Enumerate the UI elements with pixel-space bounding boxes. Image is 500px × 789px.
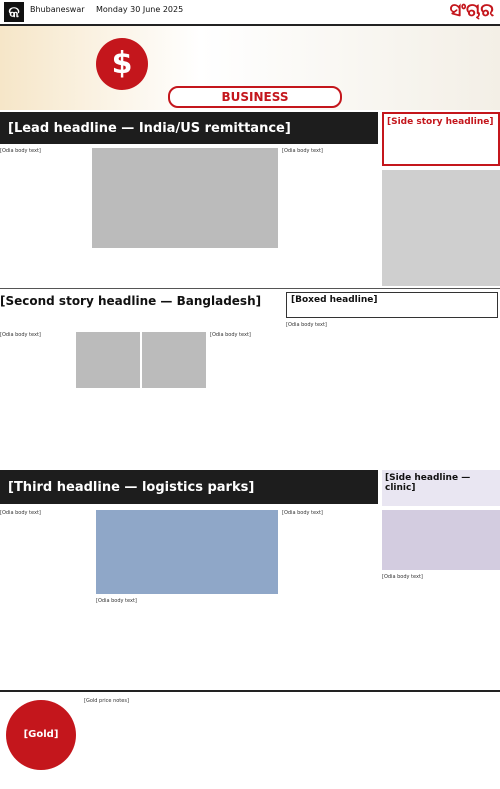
second-body-2: [Odia body text] bbox=[210, 332, 251, 338]
third-body-2: [Odia body text] bbox=[96, 598, 137, 604]
divider bbox=[0, 288, 500, 289]
second-headline: [Second story headline — Bangladesh] bbox=[0, 294, 262, 308]
lead-headline: [Lead headline — India/US remittance] bbox=[0, 112, 378, 144]
money-icon: $ bbox=[96, 38, 148, 90]
lead-body-col1: [Odia body text] bbox=[0, 148, 41, 154]
box-body: [Odia body text] bbox=[286, 322, 327, 328]
edition: Bhubaneswar bbox=[30, 5, 85, 14]
business-label: BUSINESS bbox=[168, 86, 342, 108]
date: Monday 30 June 2025 bbox=[96, 5, 184, 14]
box-headline: [Boxed headline] bbox=[286, 292, 498, 318]
lead-body-col3: [Odia body text] bbox=[282, 148, 323, 154]
containers-photo bbox=[96, 510, 278, 594]
side1-headline: [Side story headline] bbox=[382, 112, 500, 166]
brand-title: ସଂଚାର bbox=[449, 0, 494, 21]
portrait-2 bbox=[142, 332, 206, 388]
second-body: [Odia body text] bbox=[0, 332, 41, 338]
third-body: [Odia body text] bbox=[0, 510, 41, 516]
third-headline: [Third headline — logistics parks] bbox=[0, 470, 378, 504]
third-body-3: [Odia body text] bbox=[282, 510, 323, 516]
side2-body: [Odia body text] bbox=[382, 574, 423, 580]
currency-photo bbox=[92, 148, 278, 248]
wedding-photo bbox=[382, 170, 500, 286]
section-logo: କ bbox=[4, 2, 24, 22]
portrait-1 bbox=[76, 332, 140, 388]
gold-body: [Gold price notes] bbox=[84, 698, 129, 704]
gold-badge: [Gold] bbox=[6, 700, 76, 770]
side2-headline: [Side headline — clinic] bbox=[382, 470, 500, 506]
clinic-photo bbox=[382, 510, 500, 570]
